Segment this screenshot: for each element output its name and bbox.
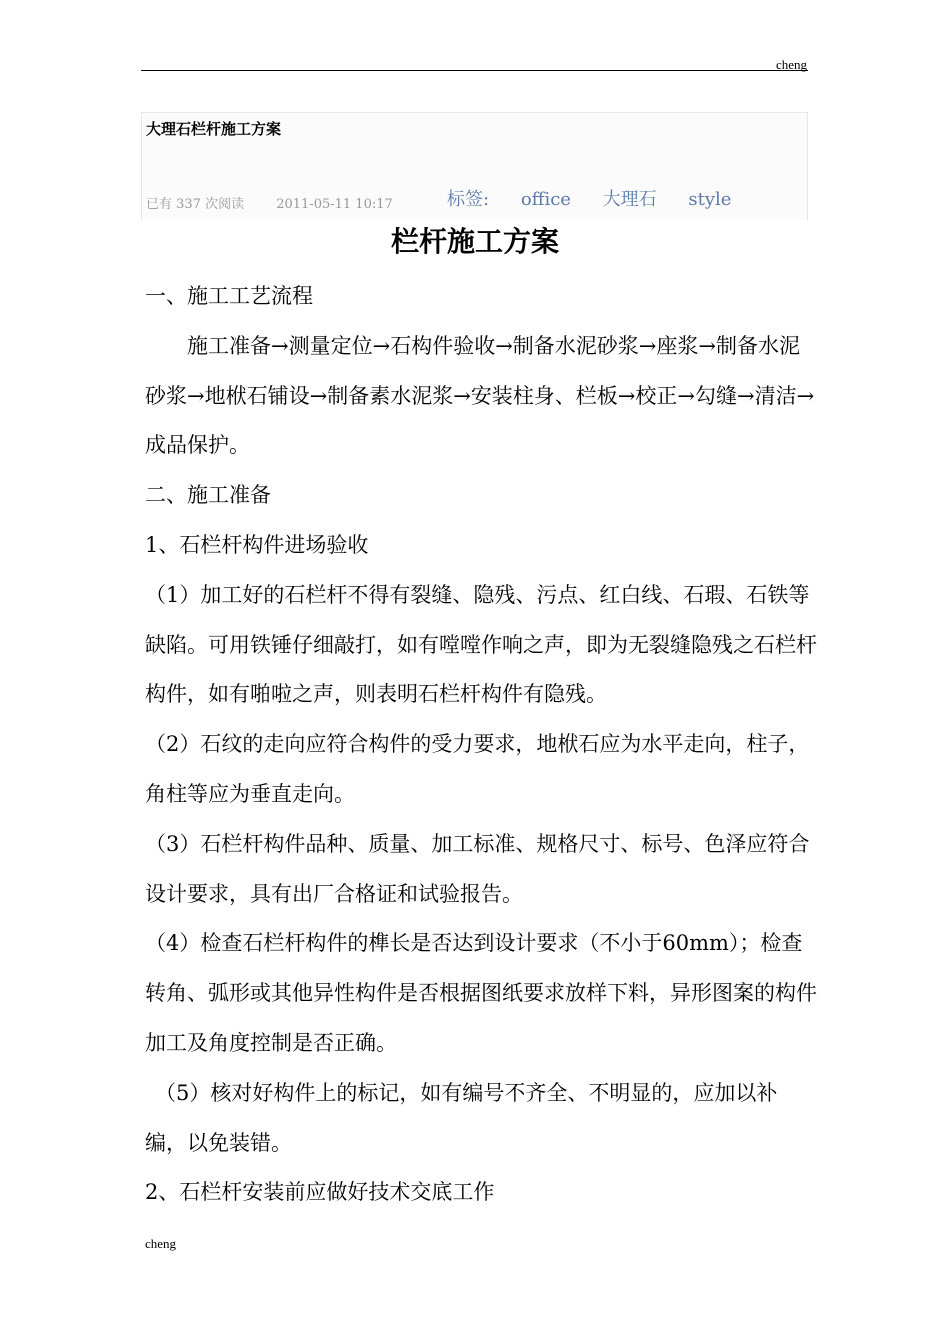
post-date: 2011-05-11 10:17: [276, 197, 393, 212]
tag-link[interactable]: style: [688, 189, 732, 210]
read-count: 已有 337 次阅读: [146, 197, 245, 212]
list-item: （2）石纹的走向应符合构件的受力要求，地栿石应为水平走向，柱子，角柱等应为垂直走向。: [145, 732, 810, 806]
blog-info-box: [141, 112, 808, 220]
list-item: （5）核对好构件上的标记，如有编号不齐全、不明显的，应加以补编，以免装错。: [145, 1080, 778, 1155]
section-heading: 二、施工准备: [145, 483, 271, 508]
list-item: （4）检查石栏杆构件的榫长是否达到设计要求（不小于60mm）；检查转角、弧形或其他异性构件是否根据图纸要求放样下料，异形图案的构件加工及角度控制是否正确。: [145, 931, 817, 1055]
page-header: cheng: [775, 57, 807, 72]
subsection-heading: 2、石栏杆安装前应做好技术交底工作: [145, 1180, 495, 1205]
list-item: （3）石栏杆构件品种、质量、加工标准、规格尺寸、标号、色泽应符合设计要求，具有出厂合格证和试验报告。: [145, 831, 810, 906]
document-title: 栏杆施工方案: [390, 225, 559, 258]
tag-link[interactable]: office: [520, 189, 571, 210]
page-footer: cheng: [145, 1236, 177, 1251]
blog-title: 大理石栏杆施工方案: [146, 120, 282, 138]
tags-label: 标签:: [447, 189, 490, 210]
header-divider: [141, 70, 808, 71]
subsection-heading: 1、石栏杆构件进场验收: [145, 532, 369, 557]
blog-meta: [146, 193, 421, 212]
section-heading: 一、施工工艺流程: [145, 284, 313, 308]
document-body: [145, 272, 817, 1218]
list-item: （1）加工好的石栏杆不得有裂缝、隐残、污点、红白线、石瑕、石铁等缺陷。可用铁锤仔细敲打，如有嘡嘡作响之声，即为无裂缝隐残之石栏杆构件，如有啪啦之声，则表明石栏杆构件有隐残。: [145, 582, 817, 707]
tag-link[interactable]: 大理石: [602, 189, 657, 210]
process-flow-paragraph: 施工准备→测量定位→石构件验收→制备水泥砂浆→座浆→制备水泥砂浆→地栿石铺设→制备素水泥浆→安装柱身、栏板→校正→勾缝→清洁→成品保护。: [145, 333, 815, 458]
blog-tags: [447, 185, 757, 211]
